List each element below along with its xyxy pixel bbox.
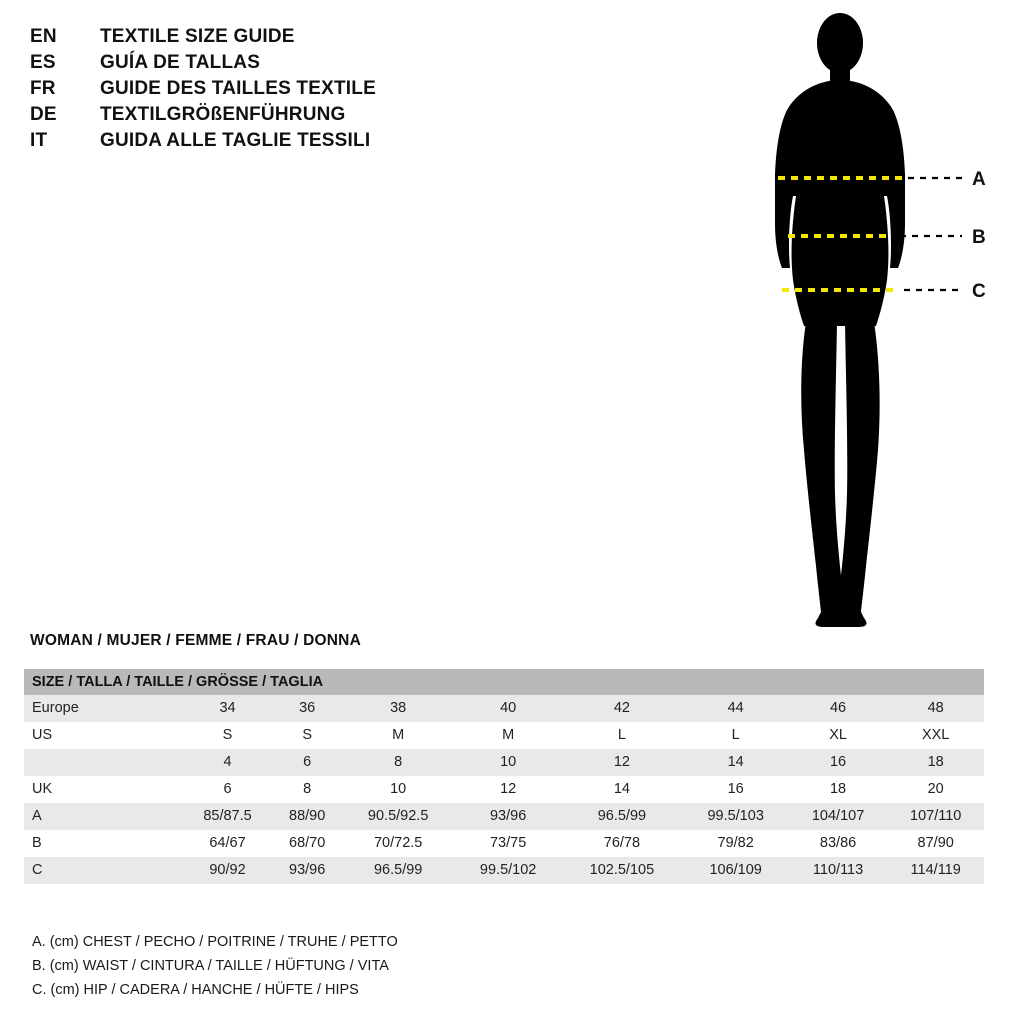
- cell: 44: [683, 695, 789, 722]
- cell: 96.5/99: [341, 857, 455, 884]
- legend-item-a: A. (cm) CHEST / PECHO / POITRINE / TRUHE / PETTO: [32, 934, 398, 950]
- cell: 114/119: [887, 857, 984, 884]
- cell: 96.5/99: [561, 803, 682, 830]
- cell: 10: [341, 776, 455, 803]
- title-row-it: [30, 130, 550, 156]
- title-lang-es: ES: [30, 52, 56, 73]
- table-band-title-text: SIZE / TALLA / TAILLE / GRÖSSE / TAGLIA: [24, 669, 984, 695]
- title-lang-it: IT: [30, 130, 48, 151]
- row-label: C: [24, 857, 182, 884]
- row-label: [24, 749, 182, 776]
- marker-label-a: A: [972, 169, 986, 190]
- marker-label-b: B: [972, 227, 986, 248]
- cell: 12: [561, 749, 682, 776]
- cell: 87/90: [887, 830, 984, 857]
- cell: 70/72.5: [341, 830, 455, 857]
- cell: 73/75: [455, 830, 561, 857]
- table-row: [24, 749, 984, 776]
- cell: 8: [341, 749, 455, 776]
- title-text-en: TEXTILE SIZE GUIDE: [100, 26, 295, 47]
- cell: XXL: [887, 722, 984, 749]
- cell: 90/92: [182, 857, 273, 884]
- title-text-fr: GUIDE DES TAILLES TEXTILE: [100, 78, 376, 99]
- cell: 68/70: [273, 830, 341, 857]
- title-row-en: [30, 26, 550, 52]
- marker-label-c: C: [972, 281, 986, 302]
- cell: 104/107: [789, 803, 888, 830]
- woman-silhouette-icon: [775, 13, 905, 627]
- cell: 18: [789, 776, 888, 803]
- table-row: [24, 722, 984, 749]
- title-text-es: GUÍA DE TALLAS: [100, 52, 261, 73]
- cell: 36: [273, 695, 341, 722]
- title-row-fr: [30, 78, 550, 104]
- cell: 6: [182, 776, 273, 803]
- cell: 6: [273, 749, 341, 776]
- cell: 14: [561, 776, 682, 803]
- legend-item-b: B. (cm) WAIST / CINTURA / TAILLE / HÜFTUNG / VITA: [32, 958, 389, 974]
- cell: 85/87.5: [182, 803, 273, 830]
- row-label: Europe: [24, 695, 182, 722]
- cell: 14: [683, 749, 789, 776]
- table-band-title: [24, 669, 984, 695]
- cell: 40: [455, 695, 561, 722]
- row-label: B: [24, 830, 182, 857]
- cell: 38: [341, 695, 455, 722]
- cell: 20: [887, 776, 984, 803]
- legend-item-c: C. (cm) HIP / CADERA / HANCHE / HÜFTE / HIPS: [32, 982, 359, 998]
- cell: 42: [561, 695, 682, 722]
- title-lang-en: EN: [30, 26, 57, 47]
- cell: 64/67: [182, 830, 273, 857]
- section-heading: WOMAN / MUJER / FEMME / FRAU / DONNA: [30, 632, 361, 649]
- cell: L: [561, 722, 682, 749]
- size-table: [24, 669, 984, 884]
- title-block: [30, 26, 550, 156]
- measurement-figure: [700, 10, 1010, 635]
- cell: 16: [683, 776, 789, 803]
- cell: 106/109: [683, 857, 789, 884]
- cell: 93/96: [273, 857, 341, 884]
- table-row: [24, 776, 984, 803]
- cell: M: [455, 722, 561, 749]
- row-label: UK: [24, 776, 182, 803]
- title-text-de: TEXTILGRÖßENFÜHRUNG: [100, 104, 346, 125]
- title-row-es: [30, 52, 550, 78]
- cell: L: [683, 722, 789, 749]
- table-row: [24, 857, 984, 884]
- cell: 8: [273, 776, 341, 803]
- cell: 99.5/102: [455, 857, 561, 884]
- cell: 10: [455, 749, 561, 776]
- cell: 16: [789, 749, 888, 776]
- legend: [32, 930, 398, 1002]
- cell: 107/110: [887, 803, 984, 830]
- cell: 110/113: [789, 857, 888, 884]
- cell: 90.5/92.5: [341, 803, 455, 830]
- cell: 93/96: [455, 803, 561, 830]
- cell: 99.5/103: [683, 803, 789, 830]
- title-lang-de: DE: [30, 104, 57, 125]
- cell: 18: [887, 749, 984, 776]
- cell: 102.5/105: [561, 857, 682, 884]
- table-row: [24, 803, 984, 830]
- cell: 48: [887, 695, 984, 722]
- cell: XL: [789, 722, 888, 749]
- title-lang-fr: FR: [30, 78, 56, 99]
- cell: 46: [789, 695, 888, 722]
- cell: 83/86: [789, 830, 888, 857]
- cell: 88/90: [273, 803, 341, 830]
- title-row-de: [30, 104, 550, 130]
- cell: 79/82: [683, 830, 789, 857]
- row-label: A: [24, 803, 182, 830]
- cell: S: [273, 722, 341, 749]
- cell: M: [341, 722, 455, 749]
- cell: 12: [455, 776, 561, 803]
- row-label: US: [24, 722, 182, 749]
- cell: 34: [182, 695, 273, 722]
- cell: 76/78: [561, 830, 682, 857]
- table-row: [24, 830, 984, 857]
- cell: 4: [182, 749, 273, 776]
- cell: S: [182, 722, 273, 749]
- table-row: [24, 695, 984, 722]
- title-text-it: GUIDA ALLE TAGLIE TESSILI: [100, 130, 371, 151]
